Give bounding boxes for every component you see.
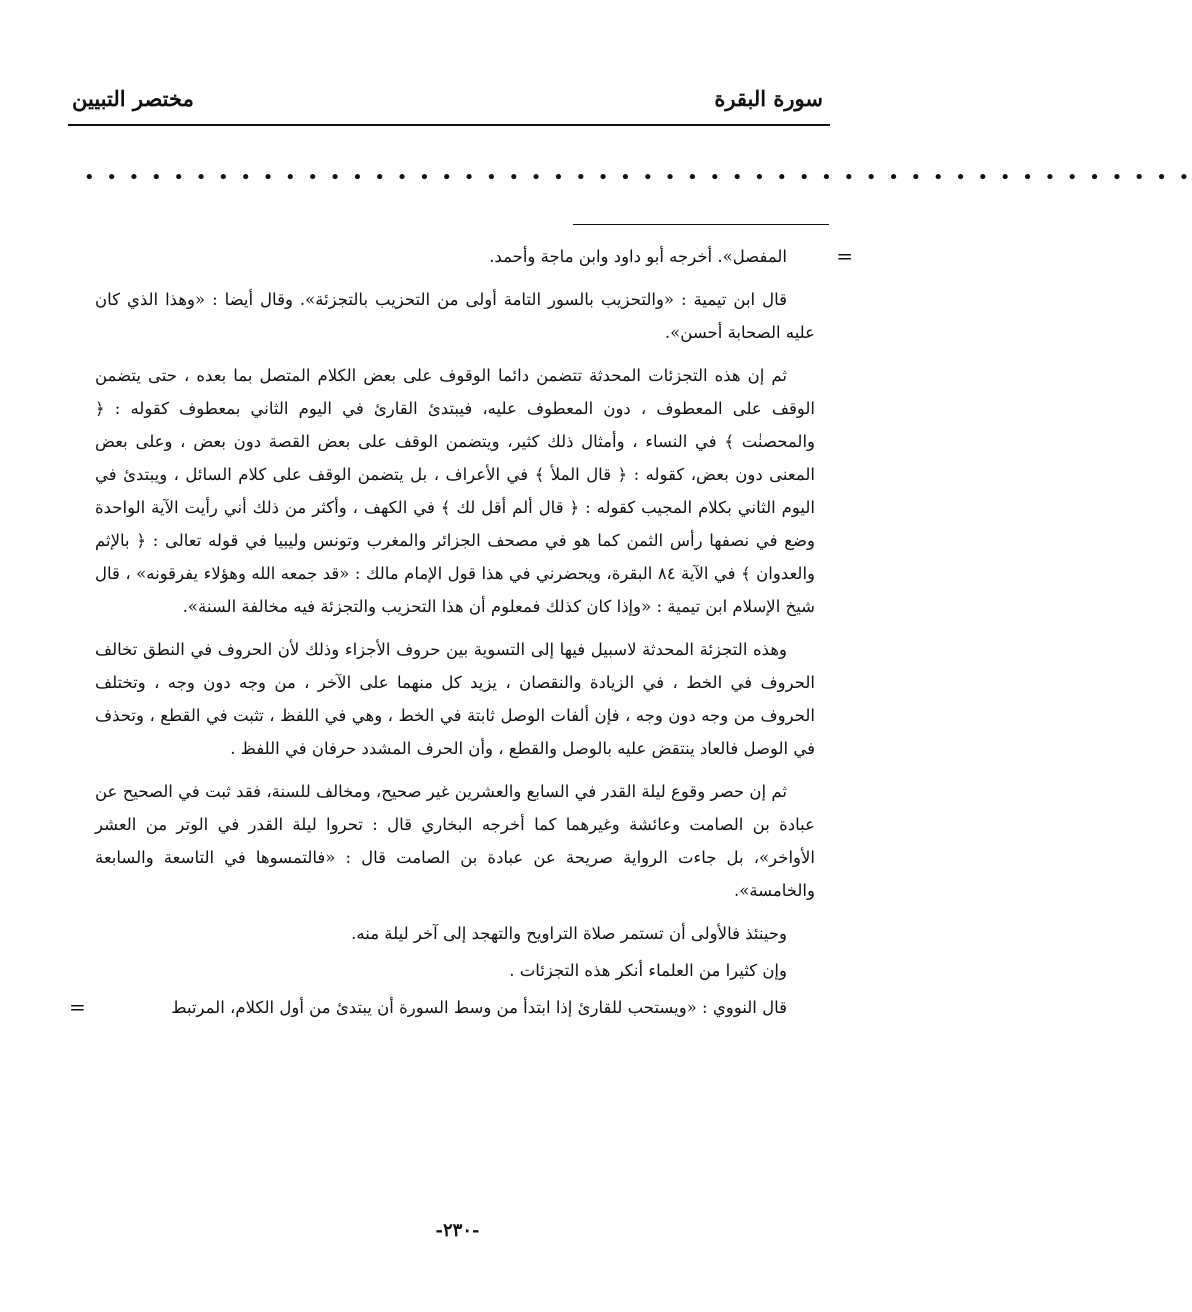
footnote-rule: [573, 224, 829, 225]
footnote-body: [69, 240, 815, 1034]
page-number: -٢٣٠-: [435, 1220, 480, 1241]
continuation-mark-top: =: [836, 244, 853, 268]
paragraph-3: ثم إن هذه التجزئات المحدثة تتضمن دائما الوقوف على بعض الكلام المتصل بما بعده ، حتى يتضمن الوقف على المعطوف ، دون المعطوف عليه، فيبتدئ القارئ في اليوم الثاني بمعطوف كقوله : ﴿ والمحصنٰت ﴾ في النساء ، وأمثال ذلك كثير، ويتضمن الوقف على بعض القصة دون بعض ، وعلى بعض المعنى دون بعض، كقوله : ﴿ قال الملأ ﴾ في الأعراف ، بل يتضمن الوقف على كلام السائل ، ويبتدئ في اليوم الثاني بكلام المجيب كقوله : ﴿ قال ألم أقل لك ﴾ في الكهف ، وأكثر من ذلك أني رأيت الآية الواحدة وضع في نصفها رأس الثمن كما هو في مصحف الجزائر والمغرب وتونس وليبيا في قوله تعالى : ﴿ بالإثم والعدوان ﴾ في الآية ٨٤ البقرة، ويحضرني في هذا قول الإمام مالك : «قد جمعه الله وهؤلاء يفرقونه» ، قال شيخ الإسلام ابن تيمية : «وإذا كان كذلك فمعلوم أن هذا التحزيب والتجزئة فيه مخالفة السنة».: [95, 366, 815, 616]
header-rule: [68, 124, 830, 126]
paragraph-6: وحينئذ فالأولى أن تستمر صلاة التراويح والتهجد إلى آخر ليلة منه.: [351, 924, 787, 943]
paragraph-8: قال النووي : «ويستحب للقارئ إذا ابتدأ من وسط السورة أن يبتدئ من أول الكلام، المرتبط: [171, 998, 787, 1017]
paragraph-2: قال ابن تيمية : «والتحزيب بالسور التامة أولى من التحزيب بالتجزئة». وقال أيضا : «وهذا الذي كان عليه الصحابة أحسن».: [95, 290, 815, 342]
last-line-wrap: [69, 991, 815, 1024]
book-title: مختصر التبيين: [72, 86, 194, 111]
dotted-divider: • • • • • • • • • • • • • • • • • • • • • • • • • • • • • • • • • • • • • • • • • • • • • • • • • •: [84, 167, 1192, 188]
paragraph-4: وهذه التجزئة المحدثة لاسبيل فيها إلى التسوية بين حروف الأجزاء وذلك لأن الحروف في النطق تخالف الحروف في الخط ، في الزيادة والنقصان ، يزيد كل منهما على الآخر ، من وجه دون وجه ، وتختلف الحروف من وجه دون وجه ، فإن ألفات الوصل ثابتة في الخط ، وهي في اللفظ ، تثبت في القطع ، وتحذف في الوصل فالعاد ينتقض عليه بالوصل والقطع ، وأن الحرف المشدد حرفان في اللفظ .: [95, 640, 815, 758]
paragraph-5: ثم إن حصر وقوع ليلة القدر في السابع والعشرين غير صحيح، ومخالف للسنة، فقد ثبت في الصحيح عن عبادة بن الصامت وعائشة وغيرهما كما أخرجه البخاري قال : تحروا ليلة القدر في الوتر من العشر الأواخر»، بل جاءت الرواية صريحة عن عبادة بن الصامت قال : «فالتمسوها في التاسعة والسابعة والخامسة».: [95, 782, 815, 900]
paragraph-1: المفصل». أخرجه أبو داود وابن ماجة وأحمد.: [489, 247, 787, 266]
continuation-mark-bottom: =: [69, 995, 86, 1019]
paragraph-7: وإن كثيرا من العلماء أنكر هذه التجزئات .: [509, 961, 787, 980]
surah-title: سورة البقرة: [714, 86, 823, 111]
